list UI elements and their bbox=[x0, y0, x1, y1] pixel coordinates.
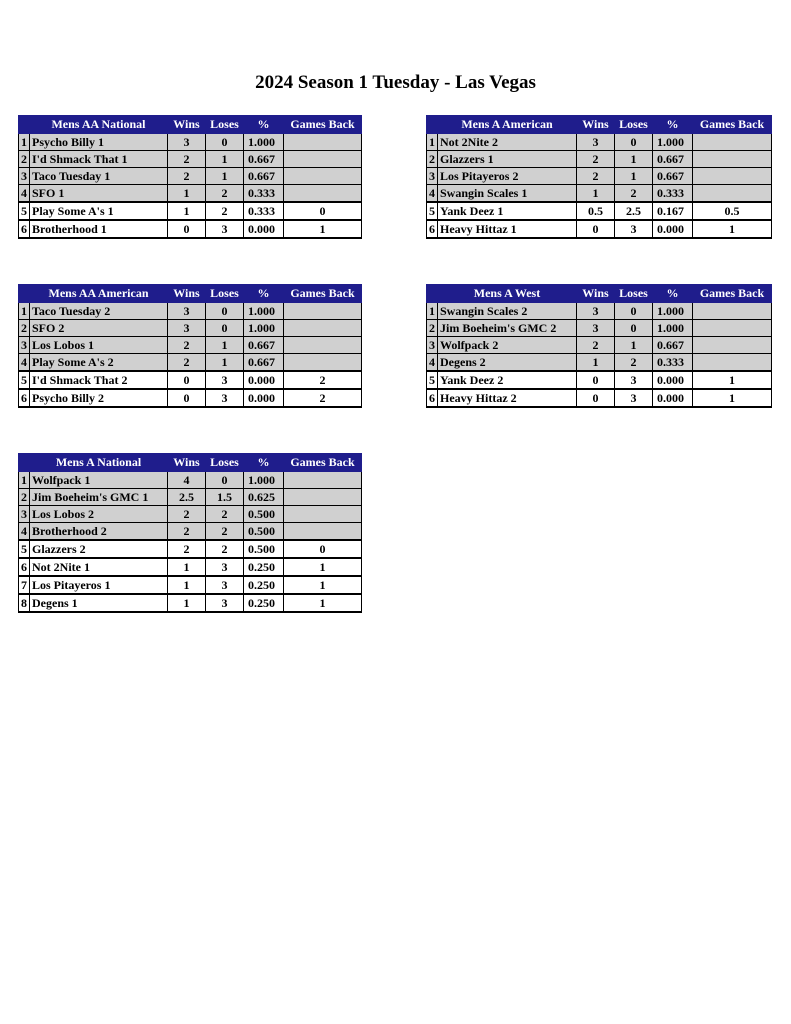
division-name: Mens A American bbox=[438, 116, 577, 134]
loses-cell: 3 bbox=[615, 389, 653, 407]
games-back-header: Games Back bbox=[693, 285, 772, 303]
games-back-cell bbox=[284, 506, 362, 523]
division-name: Mens A West bbox=[438, 285, 577, 303]
team-name-cell: Brotherhood 2 bbox=[30, 523, 168, 541]
loses-cell: 3 bbox=[615, 371, 653, 389]
wins-cell: 0 bbox=[577, 389, 615, 407]
table-row bbox=[19, 354, 362, 372]
team-name-cell: Jim Boeheim's GMC 1 bbox=[30, 489, 168, 506]
division-name: Mens AA National bbox=[30, 116, 168, 134]
loses-cell: 0 bbox=[206, 134, 244, 151]
wins-cell: 2 bbox=[168, 523, 206, 541]
wins-cell: 3 bbox=[577, 134, 615, 151]
games-back-cell bbox=[284, 523, 362, 541]
standings-table-mens-a-american bbox=[426, 115, 772, 239]
table-row bbox=[427, 337, 772, 354]
wins-cell: 2 bbox=[168, 168, 206, 185]
table-row bbox=[19, 168, 362, 185]
loses-cell: 3 bbox=[206, 558, 244, 576]
rank-header bbox=[19, 454, 30, 472]
rank-cell: 4 bbox=[19, 354, 30, 372]
games-back-header: Games Back bbox=[284, 454, 362, 472]
team-name-cell: Psycho Billy 2 bbox=[30, 389, 168, 407]
wins-cell: 1 bbox=[168, 558, 206, 576]
standings-table-mens-aa-national bbox=[18, 115, 362, 239]
wins-cell: 0 bbox=[577, 371, 615, 389]
team-name-cell: Wolfpack 1 bbox=[30, 472, 168, 489]
table-row bbox=[427, 320, 772, 337]
games-back-cell: 2 bbox=[284, 371, 362, 389]
loses-cell: 1.5 bbox=[206, 489, 244, 506]
team-name-cell: Los Lobos 2 bbox=[30, 506, 168, 523]
wins-cell: 2 bbox=[168, 151, 206, 168]
games-back-cell: 0.5 bbox=[693, 202, 772, 220]
table-row bbox=[427, 185, 772, 203]
loses-cell: 3 bbox=[206, 576, 244, 594]
games-back-cell bbox=[284, 320, 362, 337]
wins-cell: 1 bbox=[168, 185, 206, 203]
wins-cell: 2 bbox=[577, 168, 615, 185]
team-name-cell: Heavy Hittaz 1 bbox=[438, 220, 577, 238]
wins-cell: 0 bbox=[168, 371, 206, 389]
team-name-cell: Los Pitayeros 1 bbox=[30, 576, 168, 594]
table-row bbox=[19, 389, 362, 407]
wins-header: Wins bbox=[577, 116, 615, 134]
wins-cell: 2 bbox=[168, 506, 206, 523]
wins-cell: 4 bbox=[168, 472, 206, 489]
rank-cell: 6 bbox=[19, 389, 30, 407]
rank-cell: 2 bbox=[427, 151, 438, 168]
pct-cell: 0.667 bbox=[244, 168, 284, 185]
loses-header: Loses bbox=[615, 285, 653, 303]
team-name-cell: Wolfpack 2 bbox=[438, 337, 577, 354]
table-header-row bbox=[19, 285, 362, 303]
wins-cell: 2 bbox=[168, 337, 206, 354]
games-back-cell: 0 bbox=[284, 540, 362, 558]
wins-cell: 1 bbox=[577, 185, 615, 203]
games-back-cell bbox=[693, 134, 772, 151]
games-back-cell bbox=[284, 472, 362, 489]
pct-cell: 0.667 bbox=[653, 337, 693, 354]
pct-cell: 0.000 bbox=[244, 220, 284, 238]
rank-cell: 4 bbox=[19, 185, 30, 203]
pct-cell: 1.000 bbox=[244, 320, 284, 337]
games-back-cell bbox=[693, 185, 772, 203]
rank-cell: 3 bbox=[427, 168, 438, 185]
team-name-cell: Degens 2 bbox=[438, 354, 577, 372]
games-back-cell: 1 bbox=[284, 558, 362, 576]
pct-cell: 0.333 bbox=[244, 185, 284, 203]
table-row bbox=[19, 185, 362, 203]
games-back-cell bbox=[693, 151, 772, 168]
standings-table-mens-aa-american bbox=[18, 284, 362, 408]
rank-cell: 5 bbox=[19, 202, 30, 220]
rank-cell: 6 bbox=[19, 558, 30, 576]
rank-cell: 2 bbox=[19, 151, 30, 168]
rank-cell: 6 bbox=[427, 220, 438, 238]
table-header-row bbox=[427, 285, 772, 303]
team-name-cell: Taco Tuesday 1 bbox=[30, 168, 168, 185]
games-back-header: Games Back bbox=[693, 116, 772, 134]
loses-cell: 1 bbox=[206, 337, 244, 354]
wins-cell: 0 bbox=[168, 389, 206, 407]
team-name-cell: Not 2Nite 2 bbox=[438, 134, 577, 151]
pct-cell: 0.667 bbox=[653, 151, 693, 168]
games-back-cell bbox=[693, 303, 772, 320]
wins-cell: 1 bbox=[168, 576, 206, 594]
table-row bbox=[427, 354, 772, 372]
wins-cell: 0.5 bbox=[577, 202, 615, 220]
loses-cell: 0 bbox=[615, 303, 653, 320]
table-row bbox=[427, 220, 772, 238]
table-row bbox=[427, 389, 772, 407]
loses-cell: 2 bbox=[206, 185, 244, 203]
table-row bbox=[427, 168, 772, 185]
games-back-cell bbox=[284, 354, 362, 372]
team-name-cell: Yank Deez 2 bbox=[438, 371, 577, 389]
games-back-header: Games Back bbox=[284, 116, 362, 134]
pct-cell: 0.250 bbox=[244, 558, 284, 576]
wins-header: Wins bbox=[577, 285, 615, 303]
table-row bbox=[19, 134, 362, 151]
games-back-cell bbox=[693, 337, 772, 354]
pct-cell: 1.000 bbox=[653, 303, 693, 320]
rank-cell: 1 bbox=[19, 303, 30, 320]
page-title: 2024 Season 1 Tuesday - Las Vegas bbox=[255, 72, 536, 93]
games-back-header: Games Back bbox=[284, 285, 362, 303]
table-row bbox=[19, 337, 362, 354]
team-name-cell: Glazzers 2 bbox=[30, 540, 168, 558]
wins-cell: 0 bbox=[168, 220, 206, 238]
team-name-cell: Brotherhood 1 bbox=[30, 220, 168, 238]
loses-cell: 3 bbox=[206, 371, 244, 389]
rank-cell: 2 bbox=[19, 489, 30, 506]
team-name-cell: Heavy Hittaz 2 bbox=[438, 389, 577, 407]
pct-header: % bbox=[653, 285, 693, 303]
table-row bbox=[427, 134, 772, 151]
loses-cell: 2 bbox=[615, 185, 653, 203]
games-back-cell: 0 bbox=[284, 202, 362, 220]
games-back-cell bbox=[284, 185, 362, 203]
table-row bbox=[19, 506, 362, 523]
table-row bbox=[19, 540, 362, 558]
table-row bbox=[19, 576, 362, 594]
rank-cell: 5 bbox=[19, 371, 30, 389]
table-row bbox=[427, 151, 772, 168]
wins-cell: 2 bbox=[577, 151, 615, 168]
team-name-cell: Swangin Scales 2 bbox=[438, 303, 577, 320]
wins-cell: 2 bbox=[168, 354, 206, 372]
rank-cell: 8 bbox=[19, 594, 30, 612]
wins-header: Wins bbox=[168, 285, 206, 303]
rank-header bbox=[19, 116, 30, 134]
loses-cell: 1 bbox=[615, 337, 653, 354]
wins-cell: 1 bbox=[577, 354, 615, 372]
team-name-cell: SFO 1 bbox=[30, 185, 168, 203]
pct-cell: 1.000 bbox=[244, 472, 284, 489]
table-row bbox=[19, 303, 362, 320]
wins-header: Wins bbox=[168, 116, 206, 134]
team-name-cell: Glazzers 1 bbox=[438, 151, 577, 168]
pct-cell: 0.167 bbox=[653, 202, 693, 220]
loses-cell: 1 bbox=[615, 168, 653, 185]
loses-cell: 2.5 bbox=[615, 202, 653, 220]
loses-cell: 3 bbox=[615, 220, 653, 238]
loses-cell: 2 bbox=[206, 506, 244, 523]
games-back-cell bbox=[284, 134, 362, 151]
table-row bbox=[19, 558, 362, 576]
pct-cell: 0.500 bbox=[244, 540, 284, 558]
pct-cell: 1.000 bbox=[653, 320, 693, 337]
table-row bbox=[19, 220, 362, 238]
rank-cell: 5 bbox=[427, 371, 438, 389]
loses-cell: 0 bbox=[206, 472, 244, 489]
pct-cell: 1.000 bbox=[244, 134, 284, 151]
games-back-cell bbox=[693, 168, 772, 185]
games-back-cell: 1 bbox=[693, 389, 772, 407]
loses-cell: 2 bbox=[206, 540, 244, 558]
games-back-cell bbox=[693, 354, 772, 372]
table-row bbox=[427, 371, 772, 389]
rank-cell: 5 bbox=[427, 202, 438, 220]
pct-cell: 0.000 bbox=[244, 389, 284, 407]
table-header-row bbox=[19, 116, 362, 134]
table-row bbox=[19, 371, 362, 389]
team-name-cell: Play Some A's 1 bbox=[30, 202, 168, 220]
rank-cell: 4 bbox=[19, 523, 30, 541]
rank-cell: 3 bbox=[19, 506, 30, 523]
loses-cell: 3 bbox=[206, 389, 244, 407]
loses-cell: 0 bbox=[206, 320, 244, 337]
wins-cell: 2 bbox=[168, 540, 206, 558]
pct-cell: 0.000 bbox=[244, 371, 284, 389]
games-back-cell bbox=[284, 337, 362, 354]
pct-header: % bbox=[244, 454, 284, 472]
pct-cell: 0.333 bbox=[244, 202, 284, 220]
pct-cell: 0.000 bbox=[653, 371, 693, 389]
team-name-cell: Los Pitayeros 2 bbox=[438, 168, 577, 185]
loses-header: Loses bbox=[615, 116, 653, 134]
rank-cell: 3 bbox=[427, 337, 438, 354]
pct-cell: 0.667 bbox=[653, 168, 693, 185]
games-back-cell bbox=[284, 151, 362, 168]
pct-cell: 0.333 bbox=[653, 185, 693, 203]
wins-cell: 2.5 bbox=[168, 489, 206, 506]
rank-cell: 1 bbox=[19, 134, 30, 151]
games-back-cell bbox=[284, 489, 362, 506]
games-back-cell: 1 bbox=[284, 576, 362, 594]
games-back-cell bbox=[693, 320, 772, 337]
loses-cell: 1 bbox=[206, 151, 244, 168]
rank-cell: 1 bbox=[19, 472, 30, 489]
table-row bbox=[19, 489, 362, 506]
loses-cell: 1 bbox=[206, 354, 244, 372]
pct-cell: 0.667 bbox=[244, 337, 284, 354]
wins-cell: 1 bbox=[168, 594, 206, 612]
team-name-cell: Degens 1 bbox=[30, 594, 168, 612]
pct-cell: 0.333 bbox=[653, 354, 693, 372]
pct-cell: 0.500 bbox=[244, 506, 284, 523]
rank-cell: 1 bbox=[427, 134, 438, 151]
rank-cell: 4 bbox=[427, 354, 438, 372]
table-row bbox=[19, 472, 362, 489]
loses-cell: 0 bbox=[615, 320, 653, 337]
pct-cell: 0.667 bbox=[244, 151, 284, 168]
loses-cell: 2 bbox=[615, 354, 653, 372]
standings-table-mens-a-west bbox=[426, 284, 772, 408]
wins-cell: 3 bbox=[168, 134, 206, 151]
wins-cell: 3 bbox=[577, 320, 615, 337]
rank-cell: 7 bbox=[19, 576, 30, 594]
loses-cell: 2 bbox=[206, 202, 244, 220]
table-row bbox=[19, 202, 362, 220]
wins-cell: 1 bbox=[168, 202, 206, 220]
loses-header: Loses bbox=[206, 116, 244, 134]
games-back-cell bbox=[284, 168, 362, 185]
team-name-cell: Play Some A's 2 bbox=[30, 354, 168, 372]
loses-cell: 2 bbox=[206, 523, 244, 541]
wins-cell: 3 bbox=[168, 320, 206, 337]
team-name-cell: Taco Tuesday 2 bbox=[30, 303, 168, 320]
rank-cell: 3 bbox=[19, 337, 30, 354]
team-name-cell: Yank Deez 1 bbox=[438, 202, 577, 220]
rank-cell: 1 bbox=[427, 303, 438, 320]
rank-header bbox=[19, 285, 30, 303]
loses-cell: 0 bbox=[206, 303, 244, 320]
games-back-cell: 1 bbox=[693, 220, 772, 238]
rank-cell: 6 bbox=[427, 389, 438, 407]
pct-cell: 0.250 bbox=[244, 576, 284, 594]
loses-header: Loses bbox=[206, 454, 244, 472]
division-name: Mens AA American bbox=[30, 285, 168, 303]
rank-cell: 5 bbox=[19, 540, 30, 558]
table-row bbox=[19, 523, 362, 541]
standings-table-mens-a-national bbox=[18, 453, 362, 613]
rank-header bbox=[427, 285, 438, 303]
pct-cell: 0.250 bbox=[244, 594, 284, 612]
games-back-cell: 1 bbox=[284, 594, 362, 612]
pct-cell: 0.000 bbox=[653, 220, 693, 238]
rank-cell: 3 bbox=[19, 168, 30, 185]
team-name-cell: Swangin Scales 1 bbox=[438, 185, 577, 203]
team-name-cell: SFO 2 bbox=[30, 320, 168, 337]
team-name-cell: Los Lobos 1 bbox=[30, 337, 168, 354]
pct-header: % bbox=[244, 285, 284, 303]
loses-cell: 3 bbox=[206, 594, 244, 612]
table-row bbox=[19, 151, 362, 168]
table-header-row bbox=[19, 454, 362, 472]
wins-cell: 2 bbox=[577, 337, 615, 354]
team-name-cell: Not 2Nite 1 bbox=[30, 558, 168, 576]
pct-cell: 1.000 bbox=[244, 303, 284, 320]
games-back-cell: 2 bbox=[284, 389, 362, 407]
games-back-cell bbox=[284, 303, 362, 320]
rank-cell: 6 bbox=[19, 220, 30, 238]
wins-cell: 3 bbox=[577, 303, 615, 320]
loses-cell: 1 bbox=[615, 151, 653, 168]
team-name-cell: I'd Shmack That 1 bbox=[30, 151, 168, 168]
rank-header bbox=[427, 116, 438, 134]
rank-cell: 2 bbox=[19, 320, 30, 337]
team-name-cell: Psycho Billy 1 bbox=[30, 134, 168, 151]
games-back-cell: 1 bbox=[284, 220, 362, 238]
pct-cell: 0.667 bbox=[244, 354, 284, 372]
division-name: Mens A National bbox=[30, 454, 168, 472]
team-name-cell: Jim Boeheim's GMC 2 bbox=[438, 320, 577, 337]
pct-cell: 0.625 bbox=[244, 489, 284, 506]
rank-cell: 4 bbox=[427, 185, 438, 203]
games-back-cell: 1 bbox=[693, 371, 772, 389]
wins-header: Wins bbox=[168, 454, 206, 472]
wins-cell: 3 bbox=[168, 303, 206, 320]
loses-cell: 0 bbox=[615, 134, 653, 151]
rank-cell: 2 bbox=[427, 320, 438, 337]
pct-header: % bbox=[653, 116, 693, 134]
pct-header: % bbox=[244, 116, 284, 134]
wins-cell: 0 bbox=[577, 220, 615, 238]
table-header-row bbox=[427, 116, 772, 134]
table-row bbox=[427, 303, 772, 320]
table-row bbox=[427, 202, 772, 220]
loses-header: Loses bbox=[206, 285, 244, 303]
loses-cell: 3 bbox=[206, 220, 244, 238]
team-name-cell: I'd Shmack That 2 bbox=[30, 371, 168, 389]
pct-cell: 0.500 bbox=[244, 523, 284, 541]
loses-cell: 1 bbox=[206, 168, 244, 185]
table-row bbox=[19, 594, 362, 612]
table-row bbox=[19, 320, 362, 337]
pct-cell: 0.000 bbox=[653, 389, 693, 407]
pct-cell: 1.000 bbox=[653, 134, 693, 151]
